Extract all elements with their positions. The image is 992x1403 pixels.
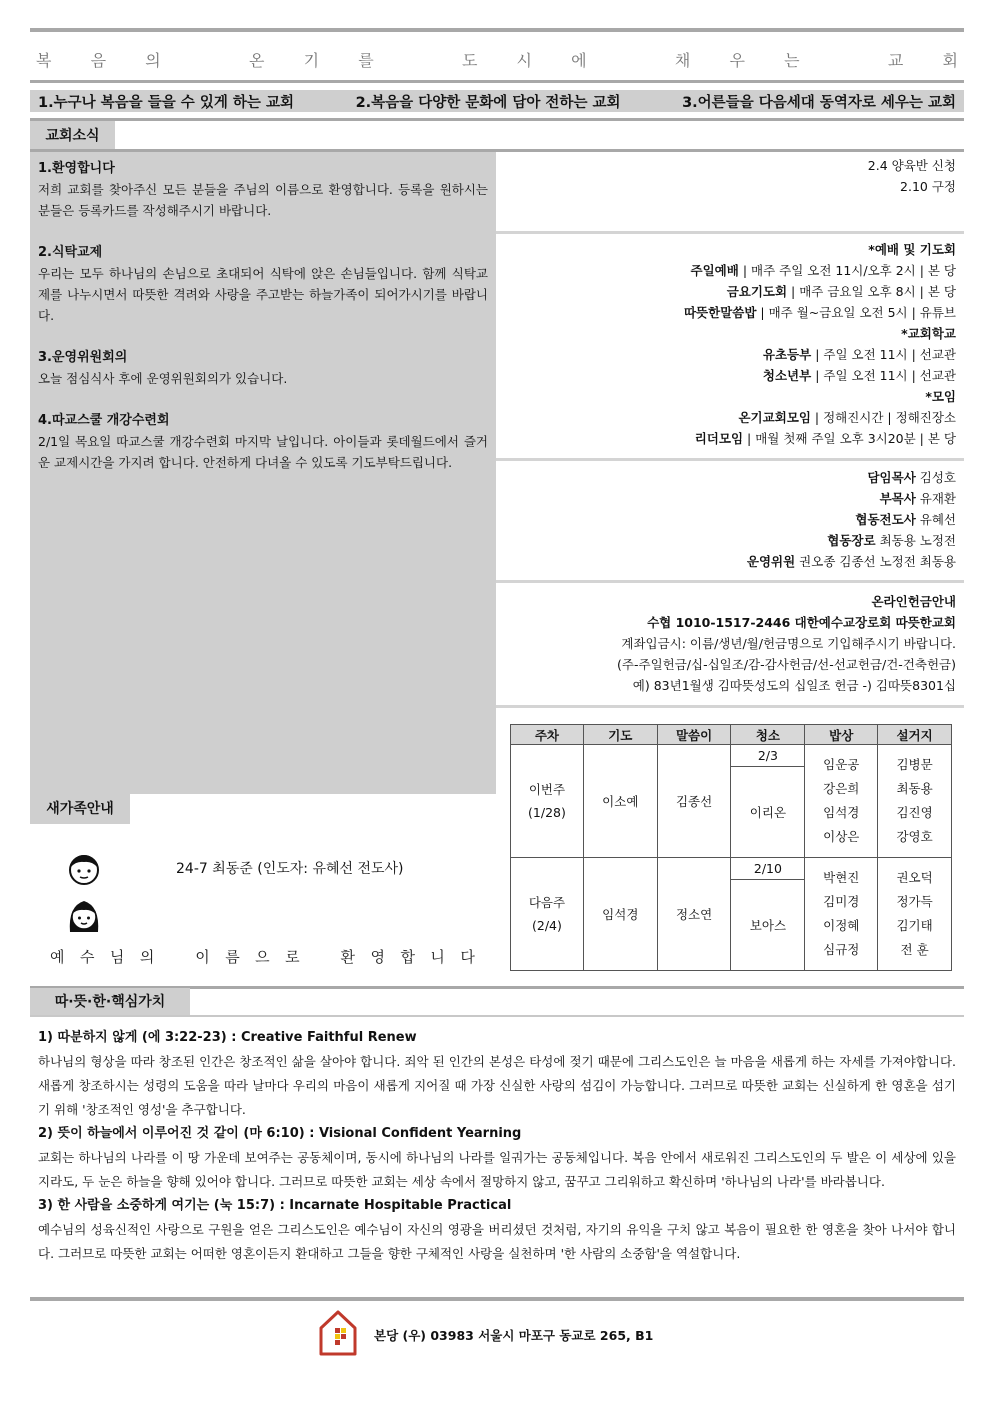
staff-role-4: 협동장로 [827, 533, 876, 548]
schedule-line-1: 2.4 양육반 신청 [867, 158, 956, 173]
school-heading: *교회학교 [901, 326, 956, 341]
worship-block [500, 239, 956, 449]
this-week-label: 이번주 [528, 782, 566, 797]
dish-name: 김기태 [896, 918, 933, 933]
col-header-dish: 설거지 [878, 725, 952, 745]
news-tag: 교회소식 [30, 121, 115, 151]
value-title-2: 2) 뜻이 하늘에서 이루어진 것 같이 (마 6:10) : Visional Confident Yearning [38, 1126, 522, 1141]
next-week-prayer: 임석경 [583, 858, 657, 971]
school-detail-2: | 주일 오전 11시 | 선교관 [811, 368, 956, 383]
meal-name: 임석경 [823, 805, 860, 820]
vision-rule [30, 118, 964, 121]
col-header-meal: 밥상 [805, 725, 878, 745]
welcome-char: 예 [50, 948, 65, 966]
dish-name: 김진영 [896, 805, 933, 820]
family-tag: 새가족안내 [30, 794, 130, 824]
right-divider-2 [496, 458, 964, 461]
this-week-dish [878, 745, 952, 858]
staff-role-3: 협동전도사 [855, 512, 916, 527]
news-body-4: 2/1일 목요일 따교스쿨 개강수련회 마지막 날입니다. 아이들과 롯데월드에서 즐거운 교제시간을 가지려 합니다. 안전하게 다녀올 수 있도록 기도부탁드립니다. [38, 434, 488, 470]
values-rule [30, 1015, 964, 1017]
value-title-1: 1) 따분하지 않게 (에 3:22-23) : Creative Faithful Renew [38, 1030, 417, 1045]
col-header-week: 주차 [511, 725, 584, 745]
welcome-char: 니 [430, 948, 445, 966]
next-week-date: (2/4) [532, 918, 562, 933]
right-divider-3 [496, 580, 964, 583]
staff-block [500, 467, 956, 572]
new-family-entry: 24-7 최동준 (인도자: 유혜선 전도사) [176, 861, 404, 877]
top-rule [30, 28, 964, 32]
next-week-clean-date: 2/10 [731, 858, 805, 880]
welcome-char: 수 [79, 948, 95, 966]
next-week-word: 정소연 [657, 858, 731, 971]
this-week-clean-date: 2/3 [731, 745, 805, 767]
motto-char: 의 [145, 51, 161, 70]
col-header-clean: 청소 [731, 725, 805, 745]
staff-names-3: 유혜선 [915, 512, 956, 527]
worship-detail-3: | 매주 월~금요일 오전 5시 | 유튜브 [756, 305, 956, 320]
motto-char: 기 [303, 51, 320, 70]
col-header-word: 말씀이 [657, 725, 731, 745]
news-body-1: 저희 교회를 찾아주신 모든 분들을 주님의 이름으로 환영합니다. 등록을 원하시는 분들은 등록카드를 작성해주시기 바랍니다. [38, 182, 488, 218]
footer-rule [30, 1297, 964, 1301]
this-week-prayer: 이소예 [583, 745, 657, 858]
this-week-meal [805, 745, 878, 858]
staff-names-1: 김성호 [915, 470, 956, 485]
welcome-char [315, 946, 325, 967]
worship-detail-2: | 매주 금요일 오후 8시 | 본 당 [787, 284, 956, 299]
duty-table [510, 724, 952, 971]
motto-char [200, 48, 210, 71]
meal-name: 임운공 [823, 757, 860, 772]
motto-char [413, 48, 423, 71]
value-body-3: 예수님의 성육신적인 사랑으로 구원을 얻은 그리스도인은 예수님이 자신의 영광을 버리셨던 것처럼, 자기의 유익을 구치 않고 복음이 필요한 한 영혼을 찾아 나서야 합니다. 그러므로 따뜻한 교회는 어떠한 영혼이든지 환대하고 그들을 향한 구체적인 사랑을 실천하며 '한 사람의 소중함'을 역설합니다. [38, 1222, 956, 1261]
welcome-char: 의 [139, 948, 155, 966]
worship-name-3: 따뜻한말씀밥 [683, 305, 757, 320]
news-list [38, 158, 488, 494]
staff-names-2: 유재환 [915, 491, 956, 506]
next-week-clean: 보아스 [731, 880, 805, 971]
values-list [38, 1026, 956, 1266]
dish-name: 김병문 [896, 757, 933, 772]
this-week-clean: 이리온 [731, 767, 805, 858]
meal-name: 강은희 [823, 781, 860, 796]
offering-block [500, 591, 956, 696]
motto-char: 는 [784, 51, 800, 70]
motto-char: 온 [248, 51, 265, 70]
vision-2: 2.복음을 다양한 문화에 담아 전하는 교회 [355, 94, 621, 111]
motto-char: 우 [729, 51, 745, 70]
vision-1: 1.누구나 복음을 들을 수 있게 하는 교회 [38, 94, 294, 111]
meal-name: 이정혜 [823, 918, 860, 933]
col-header-prayer: 기도 [583, 725, 657, 745]
motto-char [839, 48, 849, 71]
offering-line-3: 예) 83년1월생 김따뜻성도의 십일조 헌금 -) 김따뜻8301십 [632, 678, 956, 693]
welcome-message [50, 946, 475, 967]
dish-name: 권오덕 [896, 870, 933, 885]
footer-address: 본당 (우) 03983 서울시 마포구 동교로 265, B1 [374, 1328, 654, 1343]
motto-char [626, 48, 636, 71]
news-title-4: 4.따교스쿨 개강수련회 [38, 413, 170, 428]
dish-name: 전 훈 [900, 942, 929, 957]
worship-name-2: 금요기도회 [726, 284, 788, 299]
this-week-word: 김종선 [657, 745, 731, 858]
welcome-char: 영 [370, 948, 385, 966]
worship-name-1: 주일예배 [690, 263, 739, 278]
motto-char: 복 [36, 51, 52, 70]
meal-name: 김미경 [823, 894, 860, 909]
motto-char: 도 [461, 51, 478, 70]
staff-role-5: 운영위원 [746, 554, 796, 569]
welcome-char [170, 946, 180, 967]
staff-names-5: 권오종 김종선 노정전 최동용 [795, 554, 956, 569]
motto-char: 회 [942, 51, 958, 70]
welcome-char: 로 [285, 948, 300, 966]
news-body-2: 우리는 모두 하나님의 손님으로 초대되어 식탁에 앉은 손님들입니다. 함께 식탁교제를 나누시면서 따뜻한 격려와 사랑을 주고받는 하늘가족이 되어가시기를 바랍니다. [38, 266, 488, 323]
staff-names-4: 최동용 노정전 [875, 533, 956, 548]
offering-line-2: (주-주일헌금/십-십일조/감-감사헌금/선-선교헌금/건-건축헌금) [617, 657, 956, 672]
vision-bar [30, 90, 964, 112]
value-body-2: 교회는 하나님의 나라를 이 땅 가운데 보여주는 공동체이며, 동시에 하나님의 나라를 일궈가는 공동체입니다. 복음 안에서 새로워진 그리스도인의 두 발은 이 세상에 있을 지라도, 두 눈은 하늘을 향해 있어야 합니다. 그러므로 따뜻한 교회는 세상 속에서 절망하지 않고, 꿈꾸고 그리워하고 확신하며 '하나님의 나라'를 바라봅니다. [38, 1150, 956, 1189]
staff-role-1: 담임목사 [867, 470, 916, 485]
staff-role-2: 부목사 [879, 491, 916, 506]
motto-char: 교 [887, 51, 904, 70]
schedule-block [500, 155, 956, 197]
welcome-char: 으 [255, 948, 270, 966]
next-week-meal [805, 858, 878, 971]
motto-char: 채 [674, 51, 691, 70]
girl-icon [66, 896, 102, 940]
meet-detail-1: | 정해진시간 | 정해진장소 [810, 410, 956, 425]
church-motto [36, 48, 958, 71]
offering-account: 수협 1010-1517-2446 대한예수교장로회 따뜻한교회 [647, 615, 956, 630]
welcome-char: 다 [460, 948, 475, 966]
this-week-date: (1/28) [528, 805, 566, 820]
value-body-1: 하나님의 형상을 따라 창조된 인간은 창조적인 삶을 살아야 합니다. 죄악 된 인간의 본성은 타성에 젖기 때문에 그리스도인은 늘 마음을 새롭게 하는 자세를 가져야합니다. 새롭게 창조하시는 성령의 도움을 따라 날마다 우리의 마음이 새롭게 지어질 때 가장 신실한 사랑의 섬김이 가능합니다. 그러므로 따뜻한 교회는 신실하게 한 영혼을 섬기기 위해 '창조적인 영성'을 추구합니다. [38, 1054, 956, 1117]
news-title-1: 1.환영합니다 [38, 161, 115, 176]
meal-name: 박현진 [823, 870, 860, 885]
welcome-char: 름 [225, 948, 240, 966]
motto-char: 를 [358, 51, 374, 70]
school-name-2: 청소년부 [762, 368, 812, 383]
next-week-label: 다음주 [528, 895, 566, 910]
meet-detail-2: | 매월 첫째 주일 오후 3시20분 | 본 당 [743, 431, 956, 446]
worship-heading: *예배 및 기도회 [868, 242, 956, 257]
schedule-line-2: 2.10 구정 [900, 179, 956, 194]
dish-name: 최동용 [896, 781, 933, 796]
welcome-char: 환 [340, 948, 356, 966]
vision-3: 3.어른들을 다음세대 동역자로 세우는 교회 [682, 94, 956, 111]
meet-heading: *모임 [925, 389, 956, 404]
worship-detail-1: | 매주 주일 오전 11시/오후 2시 | 본 당 [738, 263, 956, 278]
meal-name: 심규정 [823, 942, 860, 957]
news-title-3: 3.운영위원회의 [38, 350, 128, 365]
right-divider-1 [496, 231, 964, 234]
next-week-dish [878, 858, 952, 971]
motto-char: 시 [516, 51, 533, 70]
news-title-2: 2.식탁교제 [38, 245, 103, 260]
motto-rule [30, 80, 964, 83]
news-body-3: 오늘 점심식사 후에 운영위원회의가 있습니다. [38, 371, 288, 386]
dish-name: 정가득 [896, 894, 933, 909]
boy-icon [66, 850, 102, 892]
offering-line-1: 계좌입금시: 이름/생년/월/헌금명으로 기입해주시기 바랍니다. [621, 636, 956, 651]
welcome-char: 이 [195, 948, 210, 966]
right-divider-4 [496, 705, 964, 708]
values-tag: 따·뜻·한·핵심가치 [30, 988, 190, 1016]
church-logo-icon [318, 1308, 358, 1360]
welcome-char: 님 [109, 948, 125, 966]
meet-name-1: 온기교회모임 [738, 410, 811, 425]
value-title-3: 3) 한 사람을 소중하게 여기는 (눅 15:7) : Incarnate Hospitable Practical [38, 1198, 512, 1213]
motto-char: 에 [571, 51, 587, 70]
dish-name: 강영호 [896, 829, 933, 844]
this-week-cell [511, 745, 584, 858]
meal-name: 이상은 [823, 829, 860, 844]
meet-name-2: 리더모임 [694, 431, 744, 446]
school-name-1: 유초등부 [762, 347, 812, 362]
offering-title: 온라인헌금안내 [871, 594, 956, 609]
welcome-char: 합 [400, 948, 415, 966]
school-detail-1: | 주일 오전 11시 | 선교관 [811, 347, 956, 362]
next-week-cell [511, 858, 584, 971]
motto-char: 음 [90, 51, 107, 70]
